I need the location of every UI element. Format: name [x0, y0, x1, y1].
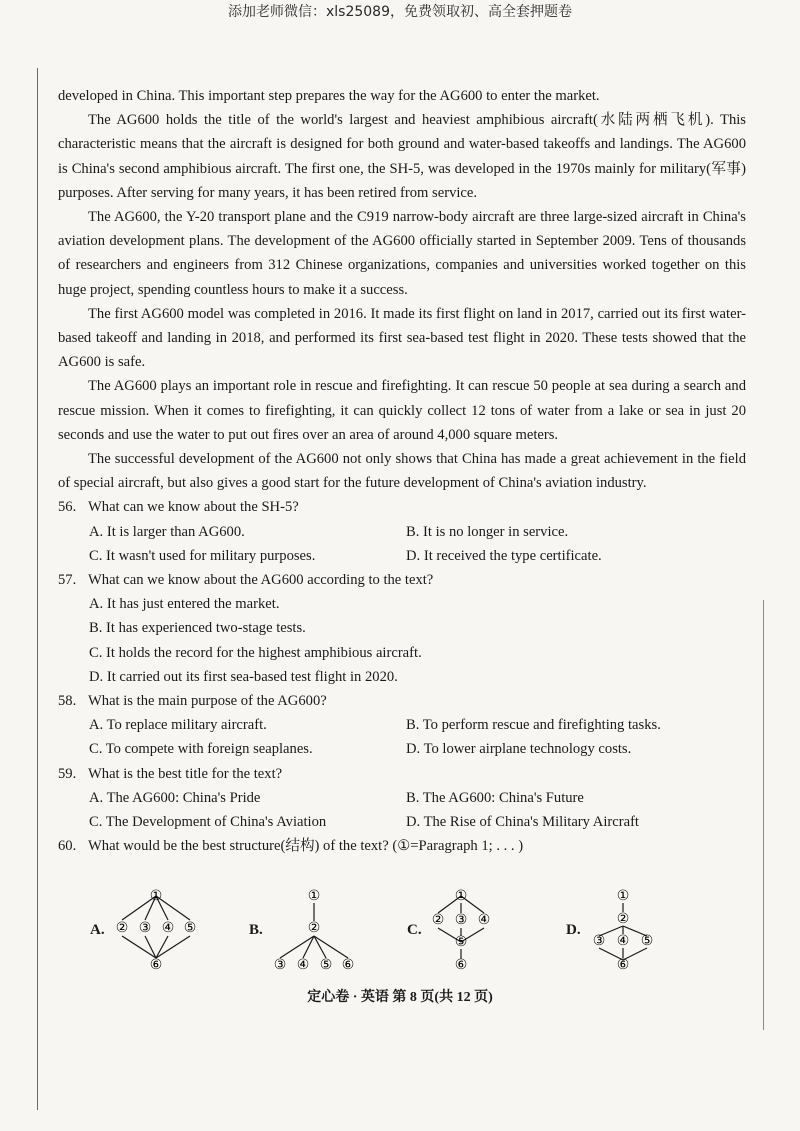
option-d[interactable]: D. It carried out its first sea-based test flight in 2020. [89, 668, 398, 685]
option-d[interactable]: D. The Rise of China's Military Aircraft [406, 814, 639, 831]
node-6: ⑥ [454, 957, 468, 973]
node-3: ③ [273, 957, 287, 973]
question-stem: What can we know about the SH-5? [88, 499, 299, 516]
question-58 [58, 689, 746, 762]
option-a[interactable]: A. It is larger than AG600. [89, 523, 245, 540]
page-content [58, 84, 746, 859]
page-footer: 定心卷 · 英语 第 8 页(共 12 页) [307, 990, 493, 1005]
passage-paragraph-4: The first AG600 model was completed in 2016. It made its first flight on land in 2017, carried out its first water-based takeoff and landing in 2018, and performed its first sea-based test flight in 2020. These tests showed that the AG600 is safe. [58, 305, 746, 371]
diagram-a-label[interactable]: A. [90, 922, 105, 938]
node-3: ③ [454, 912, 468, 928]
node-5: ⑤ [319, 957, 333, 973]
diagram-c-label[interactable]: C. [407, 922, 422, 938]
diagram-d-label[interactable]: D. [566, 922, 581, 938]
question-stem: What can we know about the AG600 according to the text? [88, 572, 434, 589]
question-stem: What is the main purpose of the AG600? [88, 693, 327, 710]
passage-paragraph-3: The AG600, the Y-20 transport plane and the C919 narrow-body aircraft are three large-sized aircraft in China's aviation development plans. The development of the AG600 officially started in September 2009. Tens of thousands of researchers and engineers from 312 Chinese organizations, companies and universities worked together on this huge project, spending countless hours to make it a success. [58, 209, 746, 298]
node-6: ⑥ [149, 957, 163, 973]
passage-paragraph-1: developed in China. This important step prepares the way for the AG600 to enter the market. [58, 88, 600, 104]
node-5: ⑤ [454, 934, 468, 950]
node-6: ⑥ [616, 957, 630, 973]
node-5: ⑤ [183, 920, 197, 936]
option-c[interactable]: C. It holds the record for the highest amphibious aircraft. [89, 644, 422, 661]
option-b[interactable]: B. The AG600: China's Future [406, 789, 584, 806]
node-2: ② [115, 920, 129, 936]
option-a[interactable]: A. To replace military aircraft. [89, 717, 267, 734]
node-5: ⑤ [640, 933, 654, 949]
node-2: ② [307, 920, 321, 936]
question-number: 56. [58, 499, 77, 516]
question-number: 58. [58, 693, 77, 710]
diagram-d [585, 884, 665, 976]
node-1: ① [149, 888, 163, 904]
question-56 [58, 495, 746, 568]
node-6: ⑥ [341, 957, 355, 973]
option-b[interactable]: B. It is no longer in service. [406, 523, 569, 540]
structure-diagrams [0, 884, 800, 976]
question-number: 60. [58, 838, 77, 855]
question-stem: What is the best title for the text? [88, 765, 283, 782]
option-d[interactable]: D. To lower airplane technology costs. [406, 741, 632, 758]
passage-paragraph-5: The AG600 plays an important role in rescue and firefighting. It can rescue 50 people at sea during a search and rescue mission. When it comes to firefighting, it can quickly collect 12 tons of water from a lake or sea in just 20 seconds and use the water to put out fires over an area of around 4,000 square meters. [58, 378, 746, 443]
question-number: 57. [58, 572, 77, 589]
option-c[interactable]: C. To compete with foreign seaplanes. [89, 741, 313, 758]
passage-paragraph-6: The successful development of the AG600 not only shows that China has made a great achievement in the field of special aircraft, but also gives a good start for the future development of China's aviation industry. [58, 451, 746, 492]
node-1: ① [307, 888, 321, 904]
question-59 [58, 762, 746, 835]
question-57 [58, 568, 746, 689]
node-2: ② [431, 912, 445, 928]
node-1: ① [454, 888, 468, 904]
option-b[interactable]: B. To perform rescue and firefighting tasks. [406, 717, 661, 734]
option-a[interactable]: A. The AG600: China's Pride [89, 789, 261, 806]
option-a[interactable]: A. It has just entered the market. [89, 596, 280, 613]
node-4: ④ [161, 920, 175, 936]
diagram-b [266, 884, 362, 976]
diagram-b-label[interactable]: B. [249, 922, 263, 938]
option-c[interactable]: C. The Development of China's Aviation [89, 814, 327, 831]
node-4: ④ [477, 912, 491, 928]
watermark-banner: 添加老师微信：xls25089，免费领取初、高全套押题卷 [227, 4, 572, 20]
diagram-a [110, 884, 206, 976]
question-stem: What would be the best structure(结构) of the text? (①=Paragraph 1; . . . ) [88, 838, 524, 855]
diagram-c [424, 884, 504, 976]
option-b[interactable]: B. It has experienced two-stage tests. [89, 620, 306, 637]
node-3: ③ [138, 920, 152, 936]
node-3: ③ [592, 933, 606, 949]
passage-paragraph-2: The AG600 holds the title of the world's largest and heaviest amphibious aircraft(水陆两栖飞机). This characteristic means that the aircraft is designed for both ground and water-based takeoffs and landings. The AG600 is China's second amphibious aircraft. The first one, the SH-5, was developed in the 1970s mainly for military(军事) purposes. After serving for many years, it has been retired from service. [58, 112, 746, 201]
option-c[interactable]: C. It wasn't used for military purposes. [89, 547, 316, 564]
node-2: ② [616, 911, 630, 927]
option-d[interactable]: D. It received the type certificate. [406, 547, 602, 564]
node-4: ④ [616, 933, 630, 949]
node-4: ④ [296, 957, 310, 973]
question-60 [58, 834, 746, 858]
question-number: 59. [58, 765, 77, 782]
node-1: ① [616, 888, 630, 904]
